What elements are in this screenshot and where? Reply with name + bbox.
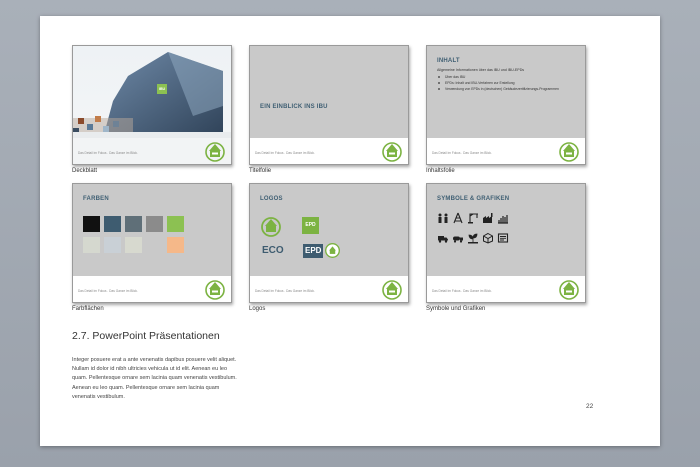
slide-body xyxy=(427,184,585,276)
slide-footer xyxy=(427,138,585,164)
slide-caption: Titelfolie xyxy=(249,168,272,174)
slide-body xyxy=(427,46,585,138)
color-swatch-orange xyxy=(167,237,184,253)
ibu-logo-icon xyxy=(558,278,580,300)
truck-icon xyxy=(437,232,449,244)
color-swatch-light-2 xyxy=(104,237,121,253)
slide-farbflaechen[interactable] xyxy=(72,183,232,303)
building-photo xyxy=(73,46,231,138)
slide-tagline: Das Detail im Fokus . Das Ganze im Blick. xyxy=(78,289,138,293)
slide-tagline: Das Detail im Fokus . Das Ganze im Blick. xyxy=(255,289,315,293)
slide-footer xyxy=(427,276,585,302)
slide-title: FARBEN xyxy=(83,196,109,202)
body-paragraph: Integer posuere erat a ante venenatis dapibus posuere velit aliquet. Nullam id dolor id nibh ultricies vehicula ut id elit. Aenean eu leo quam. Pellentesque ornare sem lacinia quam venenatis vestibulum. Aenean eu leo quam. Pellentesque ornare sem lacinia quam venenatis vestibulum. xyxy=(72,357,237,400)
color-swatch-slate xyxy=(125,216,142,232)
tower-icon xyxy=(452,212,464,224)
slide-tagline: Das Detail im Fokus . Das Ganze im Blick. xyxy=(432,151,492,155)
slide-caption: Deckblatt xyxy=(72,168,98,174)
slide-footer xyxy=(250,276,408,302)
section-heading: 2.7. PowerPoint Präsentationen xyxy=(72,330,220,342)
people-icon xyxy=(437,212,449,224)
slide-footer xyxy=(250,138,408,164)
slide-intro: Allgemeine Informationen über das IBU und IBU-EPDs xyxy=(437,68,525,72)
slide-body xyxy=(73,184,231,276)
slide-deckblatt[interactable] xyxy=(72,45,232,165)
slide-titelfolie[interactable] xyxy=(249,45,409,165)
slide-tagline: Das Detail im Fokus . Das Ganze im Blick. xyxy=(432,289,492,293)
slide-inhaltsfolie[interactable] xyxy=(426,45,586,165)
plant-icon xyxy=(467,232,479,244)
slide-title: EIN EINBLICK INS IBU xyxy=(260,104,328,110)
slide-title: LOGOS xyxy=(260,196,283,202)
page-number: 22 xyxy=(586,403,594,410)
color-swatch-light-1 xyxy=(83,237,100,253)
ibu-logo-icon xyxy=(259,215,283,237)
slide-title: SYMBOLE & GRAFIKEN xyxy=(437,196,510,202)
ibu-logo-icon xyxy=(381,140,403,162)
crane-icon xyxy=(467,212,479,224)
color-swatch-light-3 xyxy=(125,237,142,253)
slide-body xyxy=(250,46,408,138)
color-swatch-grey xyxy=(146,216,163,232)
slide-footer xyxy=(73,276,231,302)
slide-caption: Symbole und Grafiken xyxy=(426,306,486,312)
document-icon xyxy=(497,232,509,244)
slide-caption: Farbflächen xyxy=(72,306,104,312)
eco-epd-logo: EPD xyxy=(303,244,323,258)
color-swatch-petrol xyxy=(104,216,121,232)
slide-logos[interactable] xyxy=(249,183,409,303)
tanker-icon xyxy=(452,232,464,244)
factory-icon xyxy=(482,212,494,224)
ibu-badge: IBU xyxy=(157,84,167,94)
slide-symbole[interactable] xyxy=(426,183,586,303)
slide-title: INHALT xyxy=(437,58,460,64)
bullet-list xyxy=(437,74,565,92)
bullet-item: Verwendung von EPDs in (deutschen) Gebäudezertifizierungs-Programmen xyxy=(437,86,565,92)
ibu-logo-icon xyxy=(204,278,226,300)
ibu-logo-icon xyxy=(381,278,403,300)
slide-tagline: Das Detail im Fokus . Das Ganze im Blick. xyxy=(255,151,315,155)
eco-logo-text: ECO xyxy=(262,245,284,256)
slide-tagline: Das Detail im Fokus . Das Ganze im Blick. xyxy=(78,151,138,155)
color-swatch-green xyxy=(167,216,184,232)
ibu-seal-icon xyxy=(325,243,340,258)
cover-photo xyxy=(73,46,231,138)
slide-caption: Logos xyxy=(249,306,266,312)
ibu-logo-icon xyxy=(204,140,226,162)
epd-logo-icon: EPD xyxy=(302,217,319,234)
bullet-item: Über das IBU xyxy=(437,74,565,80)
slide-footer xyxy=(73,138,231,164)
box-icon xyxy=(482,232,494,244)
ibu-logo-icon xyxy=(558,140,580,162)
color-swatch-black xyxy=(83,216,100,232)
chart-icon xyxy=(497,212,509,224)
slide-caption: Inhaltsfolie xyxy=(426,168,455,174)
color-swatch-light-4 xyxy=(146,237,163,253)
bullet-item: EPDs: Inhalt und IBU-Verfahren zur Erstellung xyxy=(437,80,565,86)
slide-body xyxy=(250,184,408,276)
